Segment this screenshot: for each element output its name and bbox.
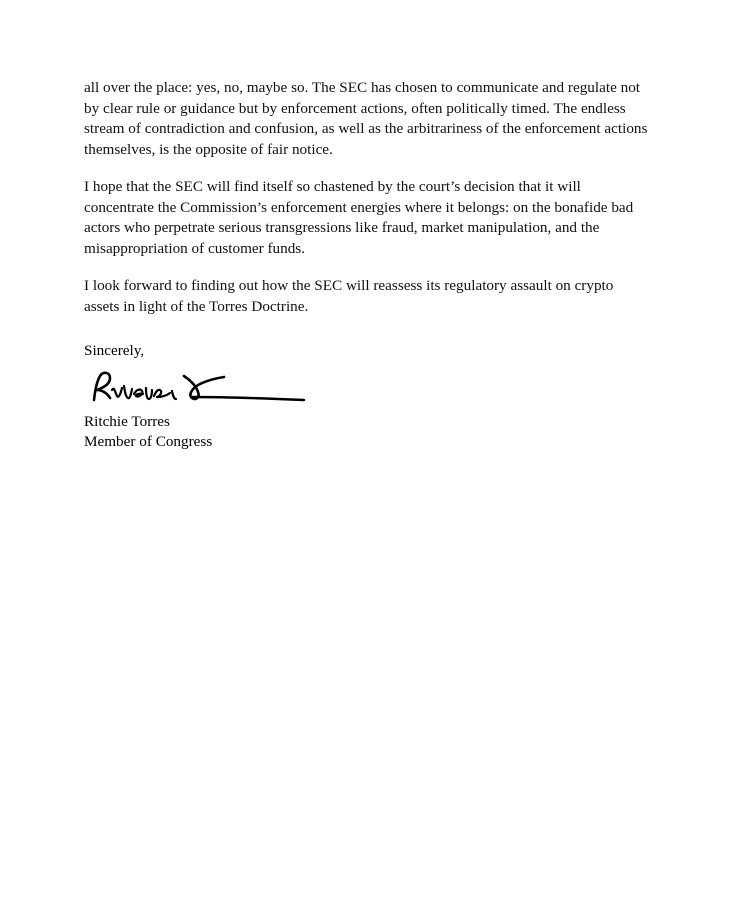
signer-name: Ritchie Torres [84, 412, 170, 430]
paragraph-3: I look forward to finding out how the SEC will reassess its regulatory assault on crypto assets in light of the Torres Doctrine. [84, 277, 614, 315]
paragraph-1: all over the place: yes, no, maybe so. The SEC has chosen to communicate and regulate not by clear rule or guidance but by enforcement actions, often politically timed. The endless stream of contradiction and confusion, as well as the arbitrariness of the enforcement actions themselves, is the opposite of fair notice. [84, 79, 648, 158]
signer-title: Member of Congress [84, 433, 213, 451]
closing-salutation: Sincerely, [84, 342, 145, 360]
letter-body [84, 78, 650, 453]
closing-block [84, 341, 650, 453]
paragraph-2: I hope that the SEC will find itself so chastened by the court’s decision that it will concentrate the Commission’s enforcement energies where it belongs: on the bonafide bad actors who perpetrate serious transgressions like fraud, market manipulation, and the misappropriation of customer funds. [84, 178, 634, 257]
signature-image [88, 366, 650, 412]
